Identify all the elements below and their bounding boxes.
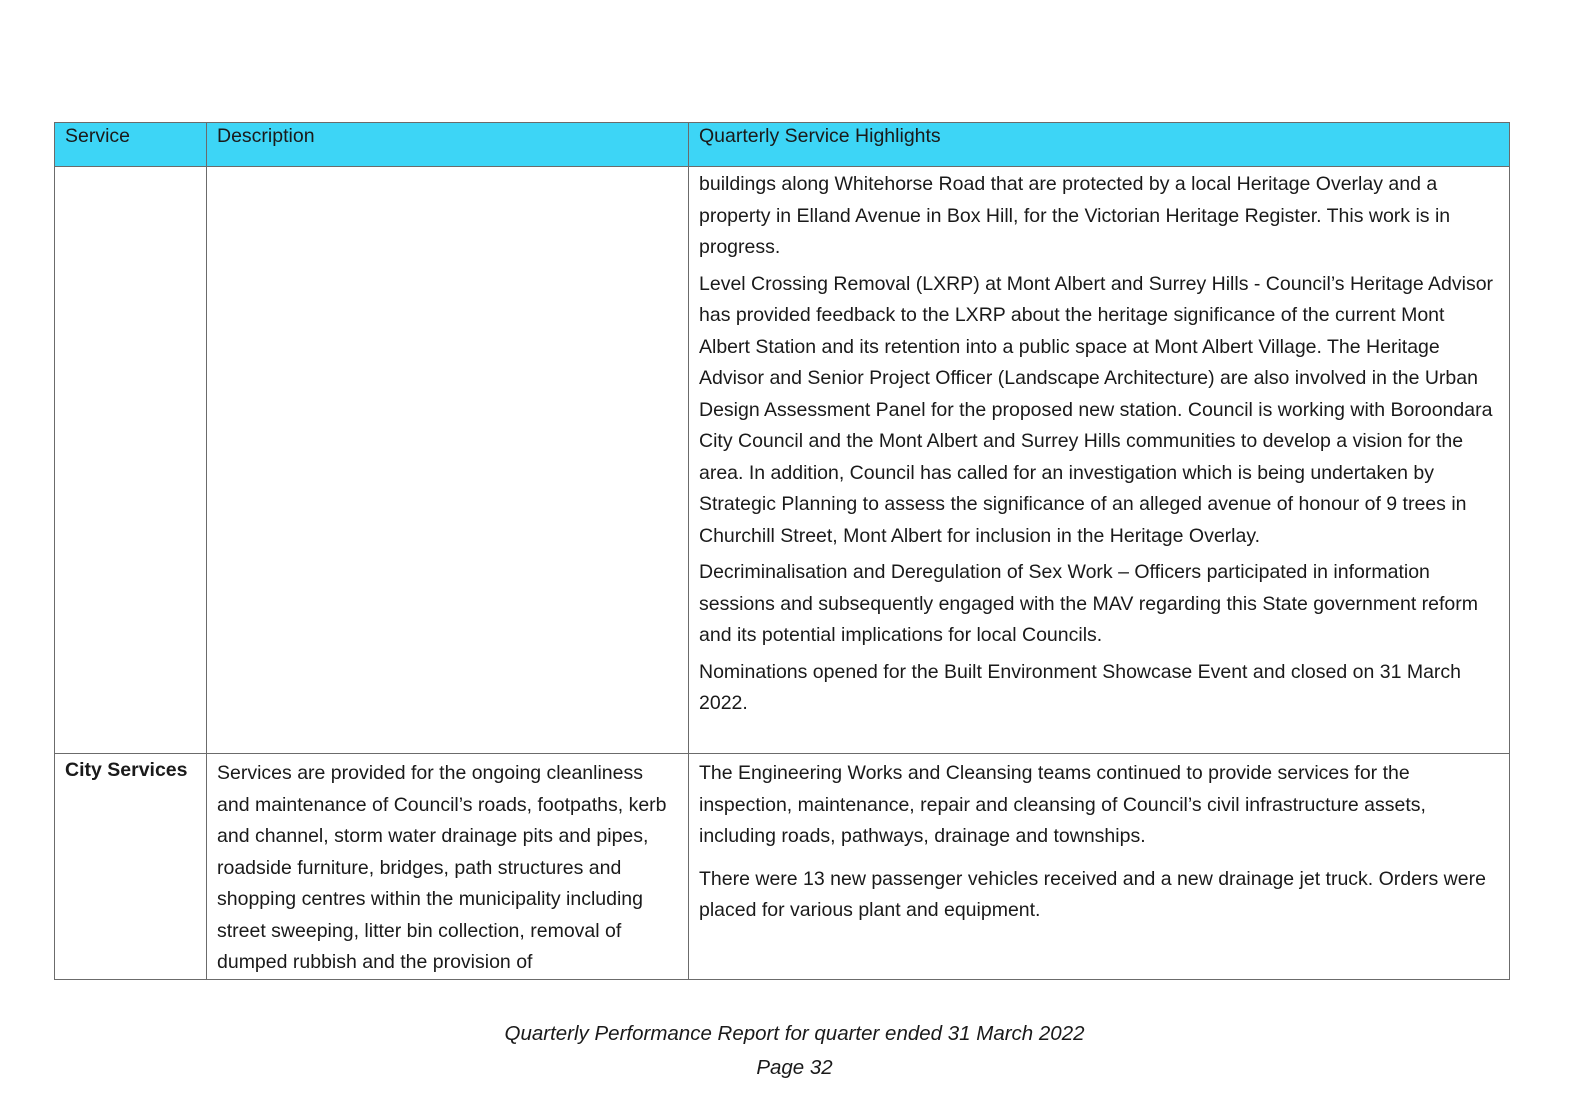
service-cell xyxy=(55,167,207,754)
highlights-cell xyxy=(689,754,1510,980)
page-footer xyxy=(0,1017,1589,1085)
header-description: Description xyxy=(207,123,689,167)
table-row xyxy=(55,754,1510,980)
table-header-row xyxy=(55,123,1510,167)
header-service: Service xyxy=(55,123,207,167)
highlight-paragraph: Level Crossing Removal (LXRP) at Mont Albert and Surrey Hills - Council’s Heritage Advisor has provided feedback to the LXRP about the heritage significance of the current Mont Albert Station and its retention into a public space at Mont Albert Village. The Heritage Advisor and Senior Project Officer (Landscape Architecture) are also involved in the Urban Design Assessment Panel for the proposed new station. Council is working with Boroondara City Council and the Mont Albert and Surrey Hills communities to develop a vision for the area. In addition, Council has called for an investigation which is being undertaken by Strategic Planning to assess the significance of an alleged avenue of honour of 9 trees in Churchill Street, Mont Albert for inclusion in the Heritage Overlay. xyxy=(699,272,1494,547)
highlight-paragraph: There were 13 new passenger vehicles received and a new drainage jet truck. Orders were placed for various plant and equipment. xyxy=(699,867,1486,921)
report-title: Quarterly Performance Report for quarter ended 31 March 2022 xyxy=(504,1022,1085,1045)
service-cell: City Services xyxy=(55,754,207,980)
table-row xyxy=(55,167,1510,754)
highlights-cell xyxy=(689,167,1510,754)
highlight-paragraph: The Engineering Works and Cleansing teams continued to provide services for the inspection, maintenance, repair and cleansing of Council’s civil infrastructure assets, including roads, pathways, drainage and townships. xyxy=(699,762,1426,847)
highlight-paragraph: buildings along Whitehorse Road that are protected by a local Heritage Overlay and a property in Elland Avenue in Box Hill, for the Victorian Heritage Register. This work is in progress. xyxy=(699,173,1451,258)
highlight-paragraph: Nominations opened for the Built Environment Showcase Event and closed on 31 March 2022. xyxy=(699,660,1462,714)
service-highlights-table xyxy=(54,122,1510,980)
description-cell: Services are provided for the ongoing cleanliness and maintenance of Council’s roads, footpaths, kerb and channel, storm water drainage pits and pipes, roadside furniture, bridges, path structures and shopping centres within the municipality including street sweeping, litter bin collection, removal of dumped rubbish and the provision of xyxy=(207,754,689,980)
description-cell xyxy=(207,167,689,754)
header-highlights: Quarterly Service Highlights xyxy=(689,123,1510,167)
highlight-paragraph: Decriminalisation and Deregulation of Sex Work – Officers participated in information sessions and subsequently engaged with the MAV regarding this State government reform and its potential implications for local Councils. xyxy=(699,561,1479,646)
page-number: Page 32 xyxy=(756,1056,833,1079)
